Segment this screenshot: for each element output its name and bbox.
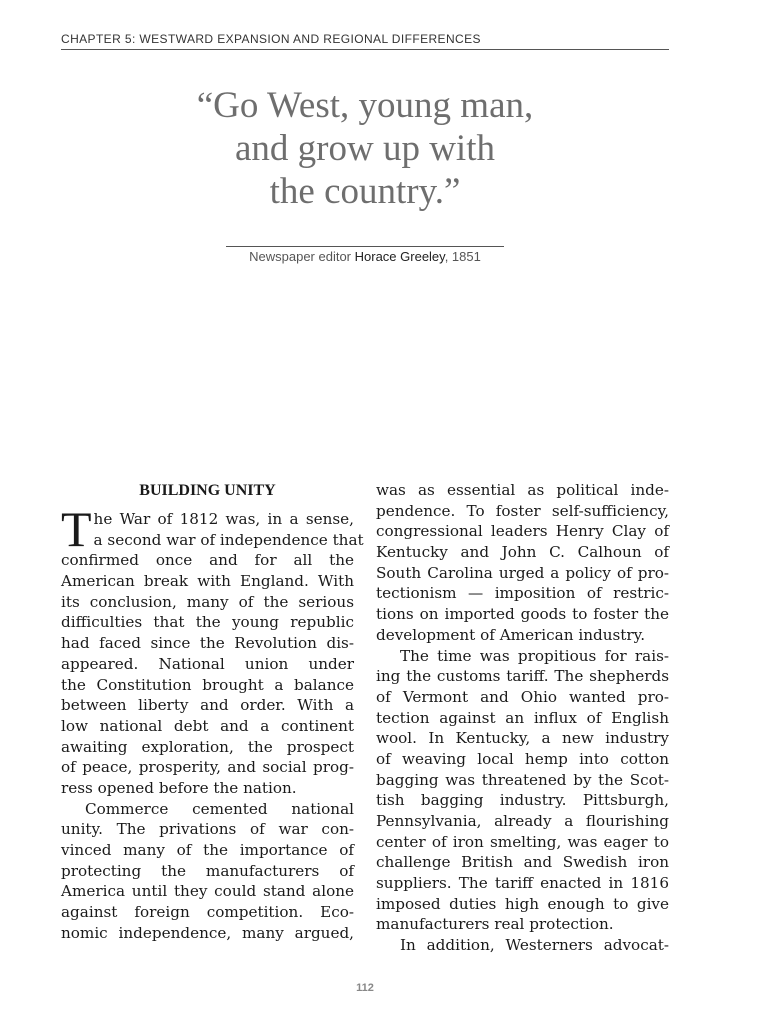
- pull-quote-line: “Go West, young man,: [196, 85, 534, 126]
- body-line: tectionism — imposition of restric-: [376, 584, 669, 603]
- drop-cap: T: [61, 501, 92, 557]
- body-line: nomic independence, many argued,: [61, 923, 354, 942]
- body-line: bagging was threatened by the Scot-: [376, 770, 669, 789]
- body-line: against foreign competition. Eco-: [61, 903, 354, 922]
- attribution-suffix: , 1851: [444, 249, 481, 264]
- pull-quote-line: and grow up with: [235, 128, 495, 169]
- body-line: its conclusion, many of the serious: [61, 592, 354, 611]
- body-line: protecting the manufacturers of: [61, 861, 354, 880]
- body-line: America until they could stand alone: [61, 882, 354, 901]
- body-line: Pennsylvania, already a flourishing: [376, 812, 669, 830]
- body-line: wool. In Kentucky, a new industry: [376, 729, 669, 748]
- body-line: of Vermont and Ohio wanted pro-: [376, 687, 669, 706]
- body-line: between liberty and order. With a: [61, 696, 354, 715]
- body-line: tions on imported goods to foster the: [376, 605, 669, 624]
- page-number: 112: [356, 982, 374, 994]
- body-line: Kentucky and John C. Calhoun of: [376, 543, 669, 562]
- attribution-rule: [226, 246, 504, 247]
- running-head: CHAPTER 5: WESTWARD EXPANSION AND REGIONAL DIFFERENCES: [61, 32, 669, 50]
- body-line: American break with England. With: [61, 572, 354, 591]
- body-line: Commerce cemented national: [85, 799, 354, 818]
- body-line: of weaving local hemp into cotton: [376, 749, 669, 768]
- body-line: manufacturers real protection.: [376, 915, 614, 934]
- body-line: the Constitution brought a balance: [61, 675, 354, 694]
- body-line: congressional leaders Henry Clay of: [376, 522, 669, 541]
- right-column: [376, 480, 669, 956]
- body-line: suppliers. The tariff enacted in 1816: [376, 874, 669, 893]
- body-line: ing the customs tariff. The shepherds: [376, 667, 669, 686]
- pull-quote: [100, 84, 630, 213]
- body-line: he War of 1812 was, in a sense,: [93, 510, 354, 528]
- body-line: imposed duties high enough to give: [376, 894, 669, 913]
- body-line: ress opened before the nation.: [61, 778, 297, 797]
- body-line: center of iron smelting, was eager to: [376, 832, 669, 851]
- body-line: In addition, Westerners advocat-: [400, 936, 669, 955]
- body-line: pendence. To foster self-sufficiency,: [376, 501, 669, 520]
- left-column: [61, 480, 364, 943]
- quote-attribution: [226, 249, 504, 264]
- attribution-prefix: Newspaper editor: [249, 249, 355, 264]
- body-line: South Carolina urged a policy of pro-: [376, 563, 669, 582]
- body-line: had faced since the Revolution dis-: [61, 634, 354, 653]
- body-line: unity. The privations of war con-: [61, 820, 354, 839]
- body-line: a second war of independence that: [93, 530, 364, 549]
- attribution-name: Horace Greeley: [354, 249, 445, 264]
- body-line: confirmed once and for all the: [61, 551, 354, 570]
- body-line: The time was propitious for rais-: [400, 646, 669, 665]
- body-line: low national debt and a continent: [61, 716, 354, 735]
- section-heading: BUILDING UNITY: [139, 482, 276, 499]
- body-line: appeared. National union under: [61, 654, 354, 673]
- body-line: difficulties that the young republic: [61, 613, 354, 632]
- body-line: tish bagging industry. Pittsburgh,: [376, 791, 669, 810]
- body-line: of peace, prosperity, and social prog-: [61, 758, 354, 777]
- pull-quote-line: the country.”: [269, 171, 461, 212]
- body-line: tection against an influx of English: [376, 708, 669, 727]
- body-line: was as essential as political inde-: [376, 481, 669, 499]
- body-line: awaiting exploration, the prospect: [61, 737, 354, 756]
- body-line: challenge British and Swedish iron: [376, 853, 669, 872]
- body-line: vinced many of the importance of: [61, 841, 354, 859]
- body-line: development of American industry.: [376, 625, 646, 644]
